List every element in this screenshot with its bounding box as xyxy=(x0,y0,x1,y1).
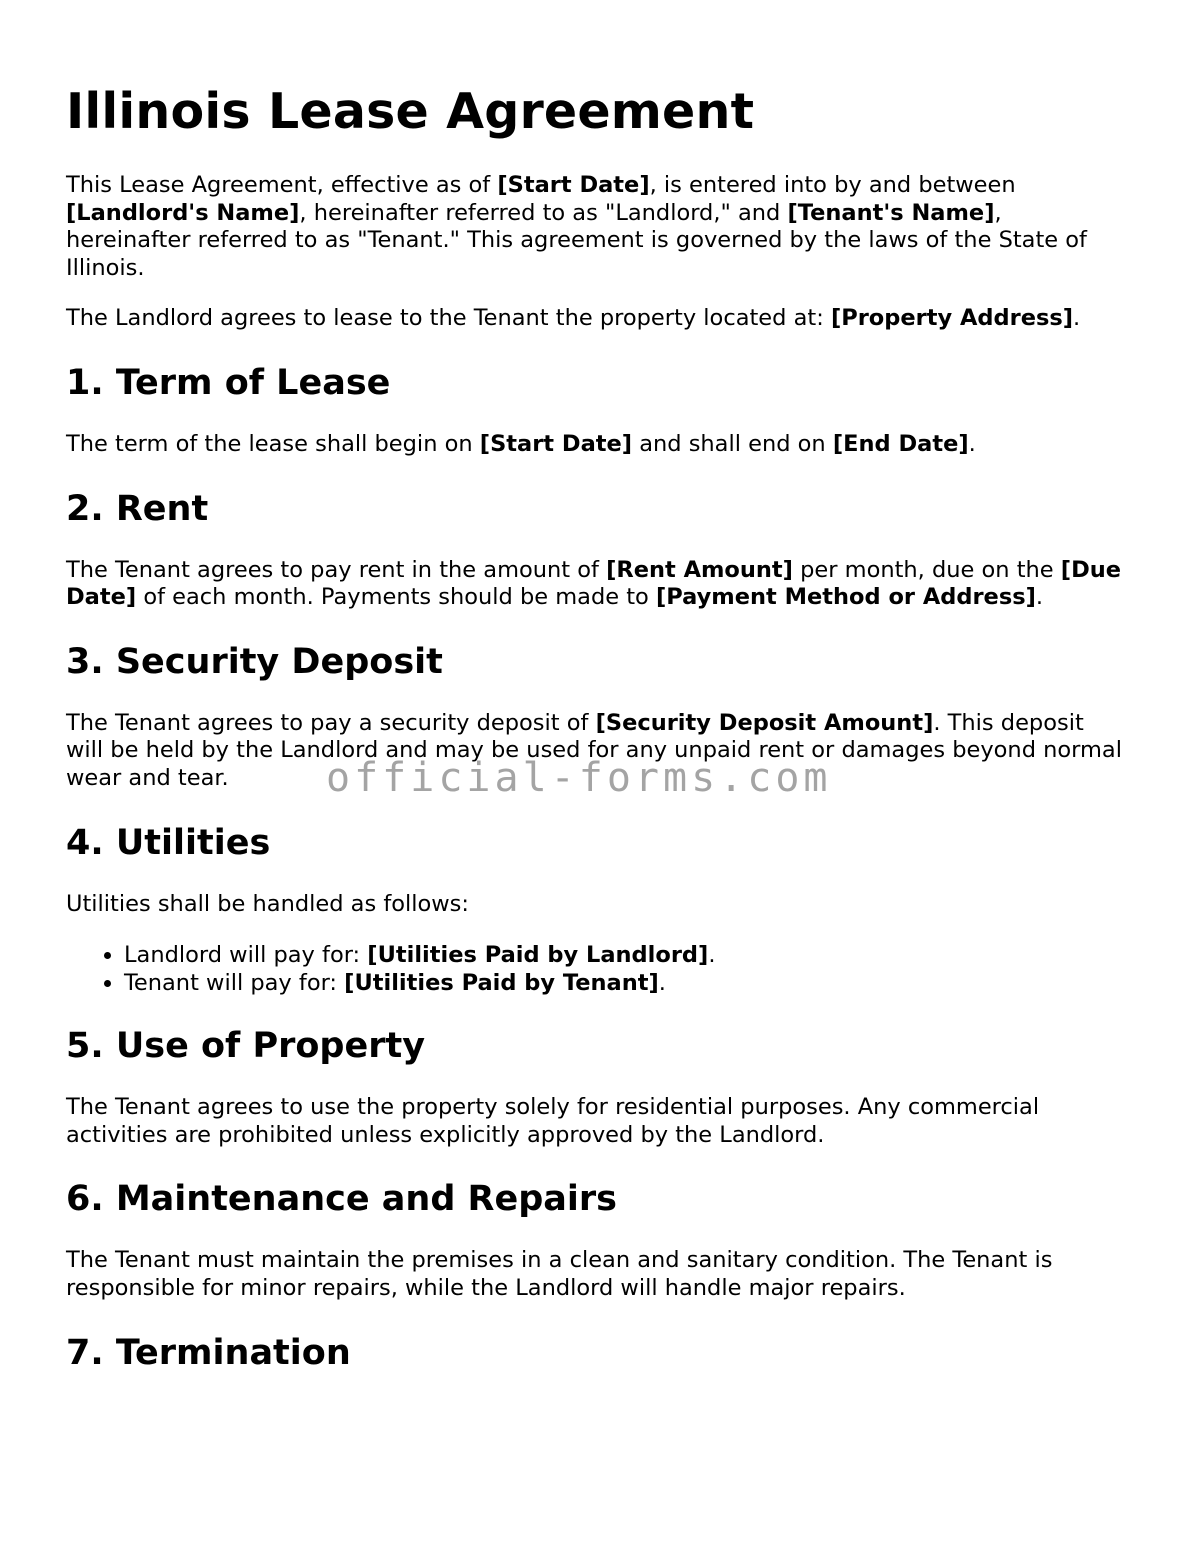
utilities-tenant-end: . xyxy=(658,970,666,997)
rent-text-3: of each month. Payments should be made to xyxy=(136,584,656,611)
deposit-text-1: The Tenant agrees to pay a security deposit of xyxy=(66,709,596,736)
deposit-paragraph xyxy=(66,710,1126,793)
intro-text-1: This Lease Agreement, effective as of xyxy=(66,172,498,198)
property-paragraph xyxy=(66,305,1126,333)
landlord-name-placeholder: [Landlord's Name] xyxy=(66,199,300,226)
intro-paragraph xyxy=(66,172,1126,282)
section-heading-utilities: 4. Utilities xyxy=(66,822,271,863)
term-start-date-placeholder: [Start Date] xyxy=(479,430,633,457)
rent-paragraph xyxy=(66,557,1126,612)
list-item xyxy=(124,969,1126,997)
property-text-2: . xyxy=(1073,305,1081,332)
utilities-tenant-placeholder: [Utilities Paid by Tenant] xyxy=(344,970,659,997)
property-address-placeholder: [Property Address] xyxy=(830,305,1074,332)
rent-text-1: The Tenant agrees to pay rent in the amount of xyxy=(66,556,607,583)
use-paragraph: The Tenant agrees to use the property solely for residential purposes. Any commercial activities are prohibited unless explicitly approved by the Landlord. xyxy=(66,1094,1040,1148)
deposit-amount-placeholder: [Security Deposit Amount] xyxy=(595,709,934,736)
utilities-landlord-end: . xyxy=(708,942,716,969)
section-heading-term: 1. Term of Lease xyxy=(66,362,391,403)
section-heading-termination: 7. Termination xyxy=(66,1332,351,1373)
term-text-1: The term of the lease shall begin on xyxy=(66,430,480,457)
tenant-name-placeholder: [Tenant's Name] xyxy=(787,199,995,226)
section-heading-use: 5. Use of Property xyxy=(66,1026,426,1067)
utilities-list xyxy=(66,941,1126,997)
rent-text-2: per month, due on the xyxy=(792,556,1061,583)
maintenance-paragraph: The Tenant must maintain the premises in a clean and sanitary condition. The Tenant is responsible for minor repairs, while the Landlord will handle major repairs. xyxy=(66,1247,1053,1301)
lease-document xyxy=(66,82,1126,1401)
term-end-date-placeholder: [End Date] xyxy=(832,430,969,457)
list-item xyxy=(124,941,1126,969)
utilities-intro: Utilities shall be handled as follows: xyxy=(66,890,469,917)
term-text-2: and shall end on xyxy=(632,430,833,457)
payment-method-placeholder: [Payment Method or Address] xyxy=(655,584,1036,611)
utilities-landlord-placeholder: [Utilities Paid by Landlord] xyxy=(367,942,709,969)
intro-text-4: , hereinafter referred to as "Tenant." This agreement is governed by the laws of the State of Illinois. xyxy=(66,199,1087,281)
rent-text-4: . xyxy=(1035,584,1044,611)
section-heading-maintenance: 6. Maintenance and Repairs xyxy=(66,1179,618,1220)
intro-text-2: , is entered into by and between xyxy=(649,172,1016,198)
watermark: official-forms.com xyxy=(326,755,832,801)
due-date-placeholder: [Due Date] xyxy=(66,556,1122,611)
property-text-1: The Landlord agrees to lease to the Tenant the property located at: xyxy=(66,305,831,332)
rent-amount-placeholder: [Rent Amount] xyxy=(606,556,793,583)
start-date-placeholder: [Start Date] xyxy=(497,172,650,198)
utilities-tenant-text: Tenant will pay for: xyxy=(124,970,345,997)
utilities-landlord-text: Landlord will pay for: xyxy=(124,942,368,969)
section-heading-deposit: 3. Security Deposit xyxy=(66,641,443,682)
section-heading-rent: 2. Rent xyxy=(66,488,209,529)
deposit-text-2: . This deposit will be held by the Landlord and may be used for any unpaid rent or damages beyond normal wear and tear. xyxy=(66,709,1122,791)
term-paragraph xyxy=(66,431,1126,459)
term-text-3: . xyxy=(968,430,976,457)
document-title: Illinois Lease Agreement xyxy=(66,83,755,140)
intro-text-3: , hereinafter referred to as "Landlord," and xyxy=(299,199,788,226)
